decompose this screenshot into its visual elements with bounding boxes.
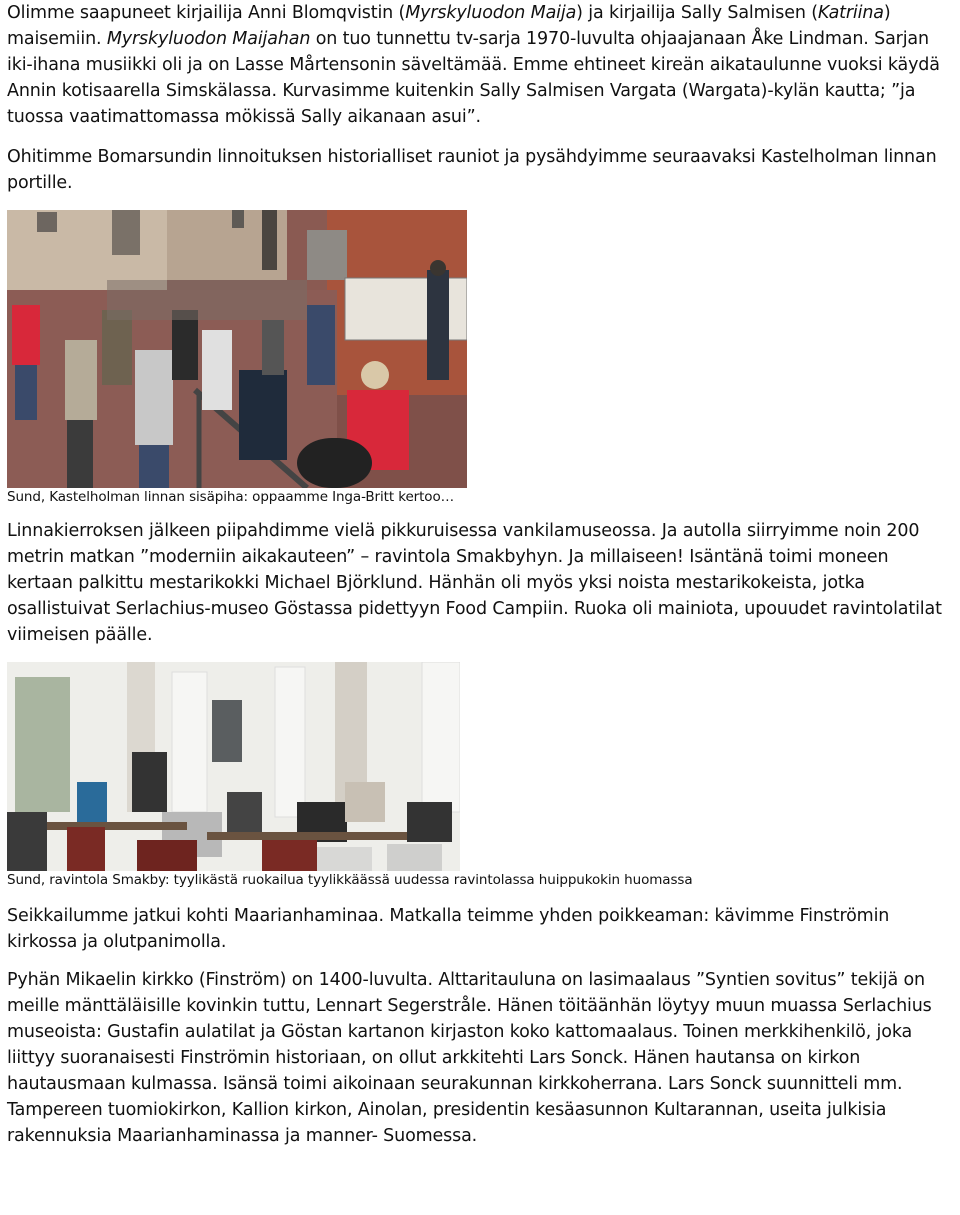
- article: [7, 0, 957, 1149]
- paragraph-smakby: Linnakierroksen jälkeen piipahdimme vielä pikkuruisessa vankilamuseossa. Ja autolla siirryimme noin 200 metrin matkan ”moderniin aikakauteen” – ravintola Smakbyhyn. Ja millaiseen! Isäntänä toimi moneen kertaan palkittu mestarikokki Michael Björklund. Hänhän oli myös yksi noista mestarikokeista, jotka osallistuivat Serlachius-museo Göstassa pidettyyn Food Campiin. Ruoka oli mainiota, upouudet ravintolatilat viimeisen päälle.: [7, 521, 942, 645]
- paragraph-intro: [7, 0, 957, 130]
- caption-restaurant-photo: Sund, ravintola Smakby: tyylikästä ruokailua tyylikkäässä uudessa ravintolassa huippukokin huomassa: [7, 872, 693, 888]
- book-title-myrskyluodon-maija: Myrskyluodon Maija: [405, 3, 577, 23]
- text-run: on tuo tunnettu tv-sarja 1970-luvulta ohjaajanaan Åke Lindman. Sarjan iki-ihana musiikki oli ja on Lasse Mårtensonin säveltämää. Emme ehtineet kireän aikataulunne vuoksi käydä Annin kotisaarella Simskälassa. Kurvasimme kuitenkin Sally Salmisen Vargata (Wargata)-kylän kautta; ”ja tuossa vaatimattomassa mökissä Sally aikanaan asui”.: [7, 29, 940, 127]
- paragraph-finstrom-trip: Seikkailumme jatkui kohti Maarianhaminaa. Matkalla teimme yhden poikkeaman: kävimme Finströmin kirkossa ja olutpanimolla.: [7, 906, 890, 952]
- book-title-katriina: Katriina: [817, 3, 884, 23]
- text-run: ) maisemiin.: [7, 3, 891, 49]
- paragraph-church: Pyhän Mikaelin kirkko (Finström) on 1400-luvulta. Alttaritauluna on lasimaalaus ”Syntien sovitus” tekijä on meille mänttäläisille kovinkin tuttu, Lennart Segerstråle. Hänen töitäänhän löytyy muun muassa Serlachius museoista: Gustafin aulatilat ja Göstan kartanon kirjaston koko kattomaalaus. Toinen merkkihenkilö, joka liittyy suoranaisesti Finströmin historiaan, on ollut arkkitehti Lars Sonck. Hänen hautansa on kirkon hautausmaan kulmassa. Isänsä toimi aikoinaan seurakunnan kirkkoherrana. Lars Sonck suunnitteli mm. Tampereen tuomiokirkon, Kallion kirkon, Ainolan, presidentin kesäasunnon Kultarannan, useita julkisia rakennuksia Maarianhaminassa ja manner- Suomessa.: [7, 970, 932, 1146]
- caption-castle-photo: Sund, Kastelholman linnan sisäpiha: oppaamme Inga-Britt kertoo…: [7, 489, 455, 505]
- text-run: ) ja kirjailija Sally Salmisen (: [576, 3, 818, 23]
- paragraph-bomarsund: Ohitimme Bomarsundin linnoituksen historialliset rauniot ja pysähdyimme seuraavaksi Kastelholman linnan portille.: [7, 147, 937, 193]
- series-title: Myrskyluodon Maijahan: [106, 29, 311, 49]
- photo-castle-courtyard: [7, 210, 467, 488]
- photo-restaurant: [7, 662, 460, 871]
- text-run: Olimme saapuneet kirjailija Anni Blomqvistin (: [7, 3, 406, 23]
